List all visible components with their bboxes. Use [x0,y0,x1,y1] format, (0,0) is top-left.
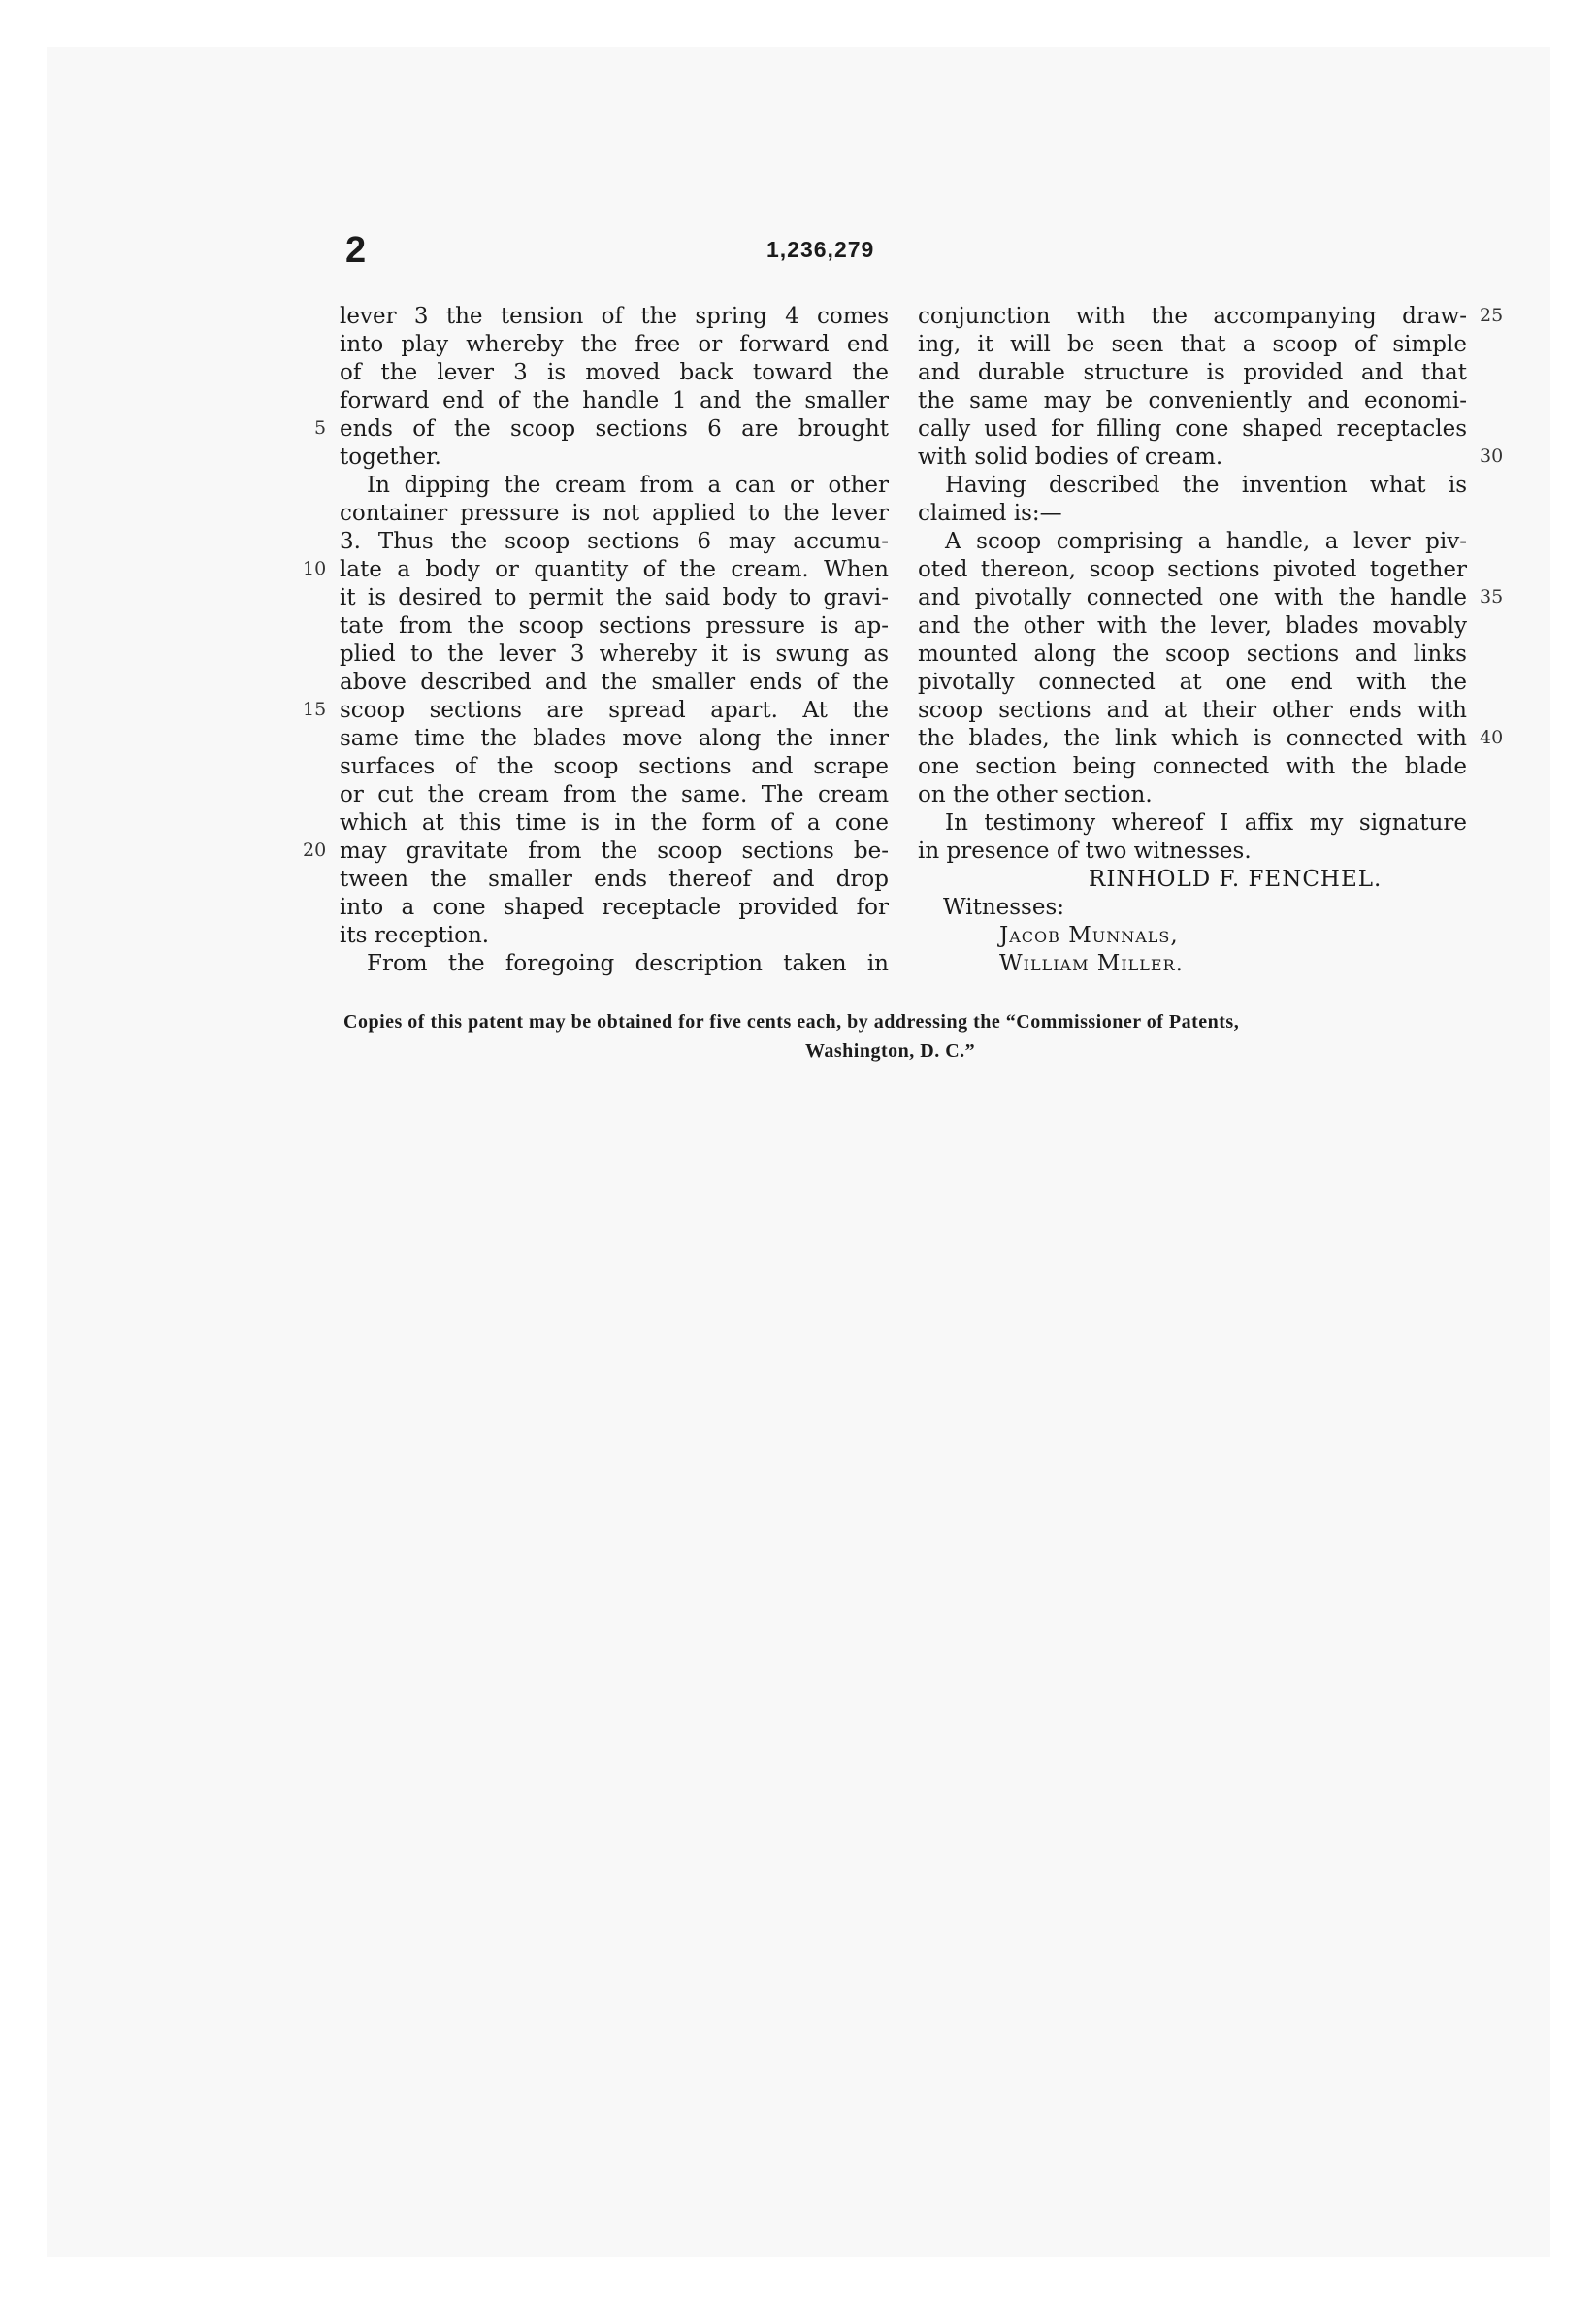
page-header [0,231,1596,270]
text-line: ends of the scoop sections 6 are brought [340,416,889,442]
witness-name: Jacob Munnals, [999,923,1179,948]
text-line: together. [340,444,441,470]
text-line: surfaces of the scoop sections and scrape [340,754,889,779]
text-line: tate from the scoop sections pressure is ap- [340,613,889,639]
text-line: it is desired to permit the said body to gravi- [340,585,889,610]
text-line: tween the smaller ends thereof and drop [340,867,889,892]
line-number: 25 [1480,305,1504,326]
page-number: 2 [345,230,367,271]
text-line: or cut the cream from the same. The cream [340,782,889,807]
witnesses-label: Witnesses: [943,895,1065,920]
text-line: the same may be conveniently and economi- [918,388,1467,413]
text-line: above described and the smaller ends of the [340,670,889,695]
line-number: 15 [303,699,327,720]
text-line: plied to the lever 3 whereby it is swung as [340,641,889,667]
text-line: of the lever 3 is moved back toward the [340,360,889,385]
line-number: 35 [1480,586,1504,608]
text-line: with solid bodies of cream. [918,444,1223,470]
claim-text-line: the blades, the link which is connected with [918,726,1467,751]
text-line: Having described the invention what is [945,473,1467,498]
text-line: 3. Thus the scoop sections 6 may accumu- [340,529,889,554]
text-line: may gravitate from the scoop sections be- [340,838,889,864]
claim-text-line: mounted along the scoop sections and links [918,641,1467,667]
claim-text-line: A scoop comprising a handle, a lever piv- [945,529,1467,554]
text-line: forward end of the handle 1 and the smaller [340,388,889,413]
patent-number: 1,236,279 [766,237,875,262]
witness-name: William Miller. [999,951,1184,976]
text-line: scoop sections are spread apart. At the [340,698,889,723]
line-number: 30 [1480,445,1504,467]
text-line: ing, it will be seen that a scoop of simple [918,332,1467,357]
copies-notice-line: Copies of this patent may be obtained for five cents each, by addressing the “Commissioner of Patents, [343,1011,1240,1033]
claim-text-line: and the other with the lever, blades movably [918,613,1467,639]
right-text-column [918,303,1467,978]
line-number: 20 [303,839,327,861]
line-number: 5 [314,417,327,439]
left-text-column [340,303,889,978]
text-line: which at this time is in the form of a cone [340,810,889,836]
text-line: lever 3 the tension of the spring 4 comes [340,304,889,329]
copies-notice-line: Washington, D. C.” [805,1040,976,1062]
inventor-signature: RINHOLD F. FENCHEL. [1089,867,1383,892]
line-number: 10 [303,558,327,579]
text-line: into a cone shaped receptacle provided for [340,895,889,920]
text-line: claimed is:— [918,501,1062,526]
claim-text-line: one section being connected with the blade [918,754,1467,779]
text-line: into play whereby the free or forward end [340,332,889,357]
text-line: same time the blades move along the inner [340,726,889,751]
text-line: cally used for filling cone shaped receptacles [918,416,1467,442]
line-number: 40 [1480,727,1504,748]
text-line: late a body or quantity of the cream. When [340,557,889,582]
text-line: its reception. [340,923,490,948]
claim-text-line: scoop sections and at their other ends with [918,698,1467,723]
text-line: From the foregoing description taken in [367,951,889,976]
claim-text-line: pivotally connected at one end with the [918,670,1467,695]
claim-text-line: oted thereon, scoop sections pivoted together [918,557,1467,582]
text-line: In dipping the cream from a can or other [367,473,889,498]
text-line: and durable structure is provided and that [918,360,1467,385]
testimony-line: In testimony whereof I affix my signature [945,810,1467,836]
text-line: container pressure is not applied to the lever [340,501,889,526]
claim-text-line: and pivotally connected one with the handle [918,585,1467,610]
text-line: conjunction with the accompanying draw- [918,304,1467,329]
claim-text-line: on the other section. [918,782,1153,807]
testimony-line: in presence of two witnesses. [918,838,1252,864]
